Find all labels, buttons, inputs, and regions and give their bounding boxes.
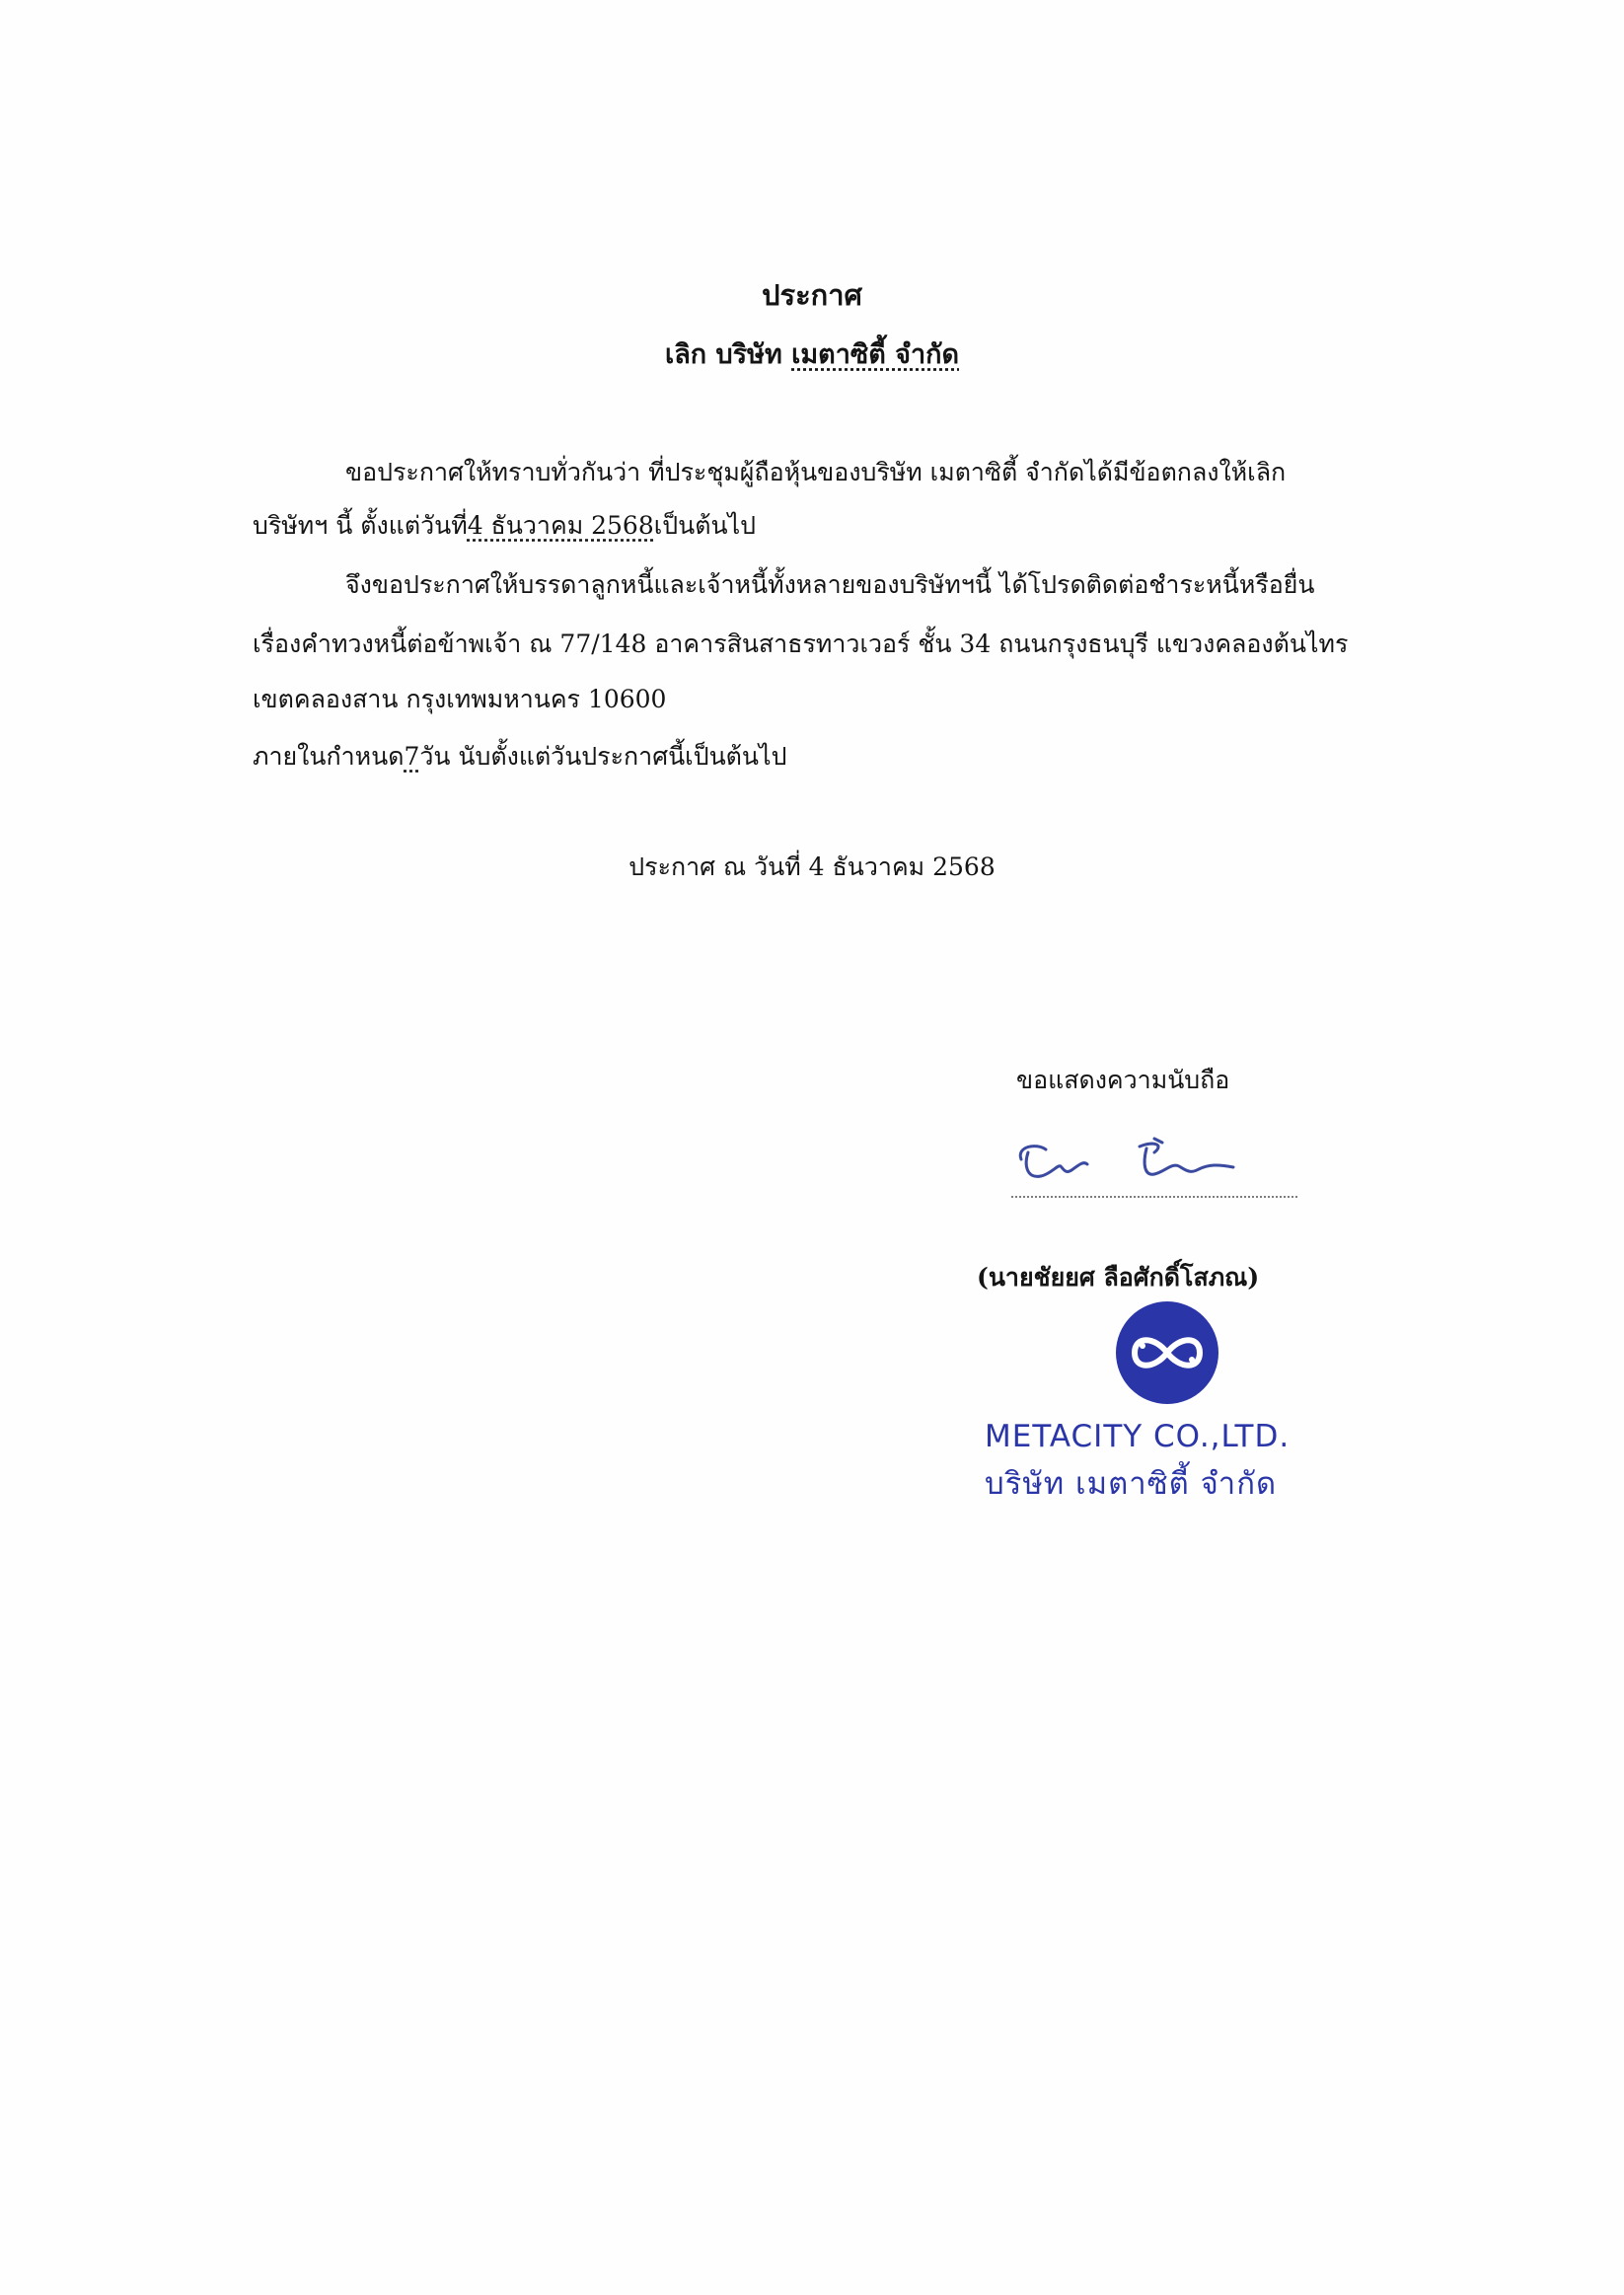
seal-company-name-th: บริษัท เมตาซิตี้ จำกัด bbox=[985, 1466, 1278, 1502]
paragraph-2-line-1: จึงขอประกาศให้บรรดาลูกหนี้และเจ้าหนี้ทั้งหลายของบริษัทฯนี้ ได้โปรดติดต่อชำระหนี้หรือยื่น bbox=[345, 570, 1315, 599]
document-subtitle bbox=[0, 335, 1624, 375]
paragraph-1-line-2 bbox=[253, 507, 756, 545]
document-title: ประกาศ bbox=[762, 278, 862, 312]
deadline-days: 7 bbox=[404, 742, 420, 771]
subtitle-prefix: เลิก บริษัท bbox=[664, 339, 782, 370]
paragraph-1-line-1: ขอประกาศให้ทราบทั่วกันว่า ที่ประชุมผู้ถือหุ้นของบริษัท เมตาซิตี้ จำกัดได้มีข้อตกลงให้เลิก bbox=[345, 458, 1287, 486]
paragraph-2-line-3: เขตคลองสาน กรุงเทพมหานคร 10600 bbox=[253, 685, 667, 713]
paragraph-1-line-2-suffix: เป็นต้นไป bbox=[653, 511, 757, 540]
paragraph-1-line-2-prefix: บริษัทฯ นี้ ตั้งแต่วันที่ bbox=[253, 511, 468, 540]
paragraph-2-line-4-prefix: ภายในกำหนด bbox=[253, 742, 405, 771]
paragraph-2-line-2: เรื่องคำทวงหนี้ต่อข้าพเจ้า ณ 77/148 อาคารสินสาธรทาวเวอร์ ชั้น 34 ถนนกรุงธนบุรี แขวงคลองต้นไทร bbox=[253, 629, 1349, 658]
seal-company-name-en: METACITY CO.,LTD. bbox=[985, 1419, 1291, 1454]
subtitle-company: เมตาซิตี้ จำกัด bbox=[791, 339, 960, 370]
closing-salutation: ขอแสดงความนับถือ bbox=[1016, 1066, 1230, 1094]
announcement-date: ประกาศ ณ วันที่ 4 ธันวาคม 2568 bbox=[628, 852, 996, 881]
handwritten-signature-icon bbox=[1006, 1135, 1302, 1194]
paragraph-2-line-4 bbox=[253, 738, 786, 776]
signer-name: (นายชัยยศ ลือศักดิ์โสภณ) bbox=[977, 1263, 1260, 1292]
dissolution-date: 4 ธันวาคม 2568 bbox=[467, 511, 654, 540]
signature-line bbox=[1011, 1196, 1297, 1198]
paragraph-2-line-4-suffix: วัน นับตั้งแต่วันประกาศนี้เป็นต้นไป bbox=[419, 742, 787, 771]
infinity-circle-logo-icon bbox=[1113, 1298, 1221, 1407]
